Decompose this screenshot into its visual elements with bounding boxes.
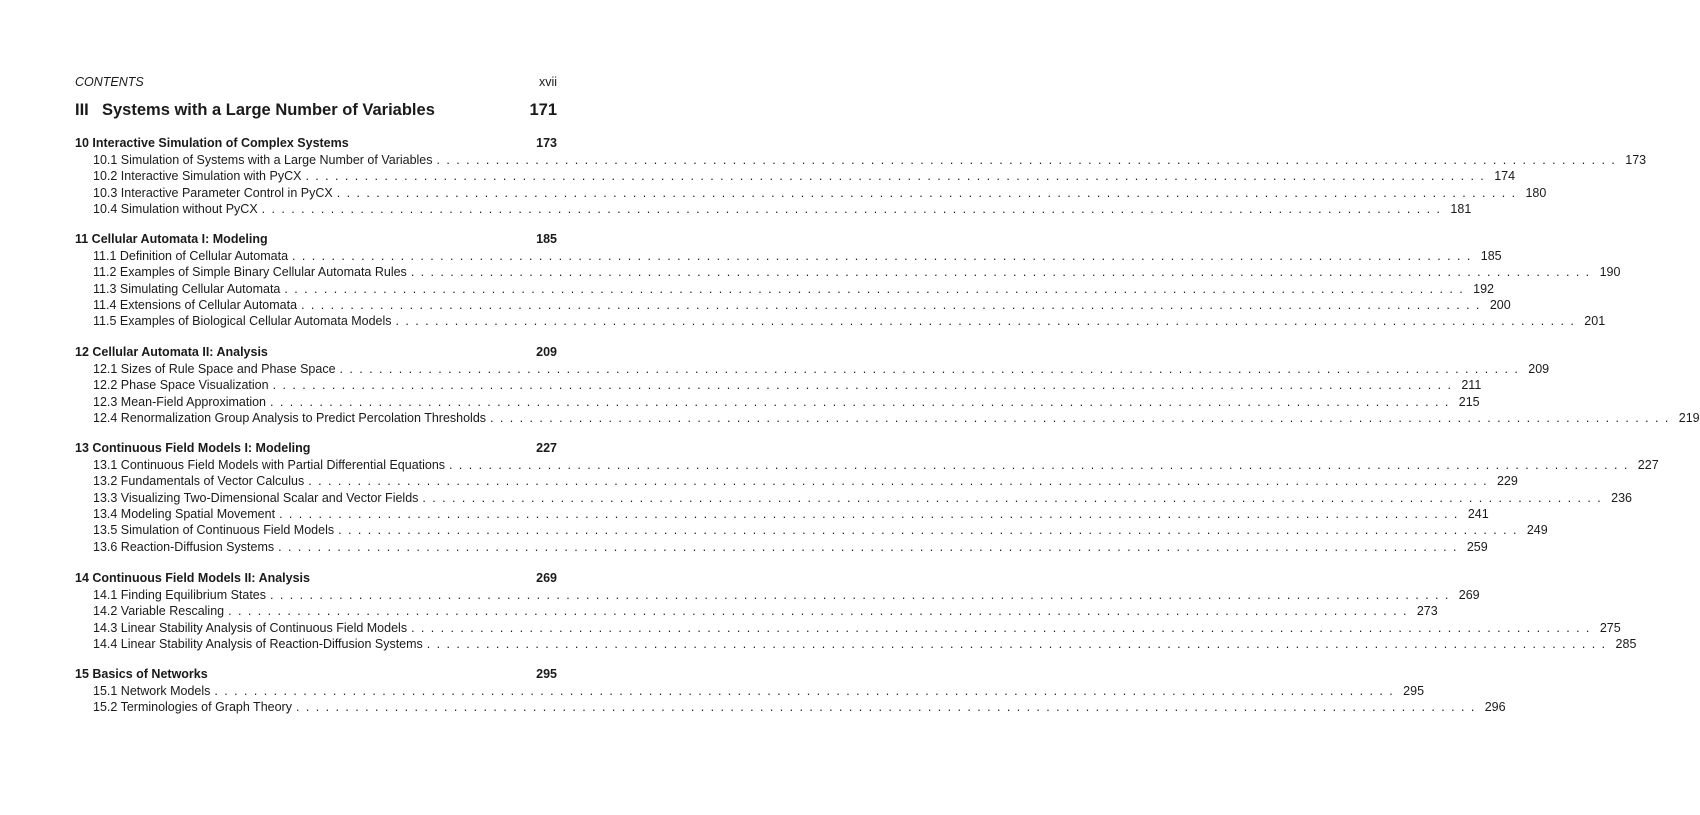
section-page: 273 xyxy=(1416,604,1438,619)
chapter-page: 185 xyxy=(536,232,557,246)
section-page: 275 xyxy=(1599,620,1621,635)
dot-leader: ........................................................................................................................ xyxy=(426,636,1612,651)
section-title: 10.3 Interactive Parameter Control in PyCX xyxy=(93,185,333,200)
section-title: 10.4 Simulation without PyCX xyxy=(93,201,258,216)
chapter-title: 12 Cellular Automata II: Analysis xyxy=(75,345,268,359)
dot-leader: ........................................................................................................................ xyxy=(339,362,1525,376)
running-head xyxy=(75,75,557,91)
section-entry[interactable] xyxy=(75,153,1647,169)
dot-leader: ........................................................................................................................ xyxy=(395,314,1581,329)
section-page: 200 xyxy=(1489,297,1511,312)
section-page: 190 xyxy=(1599,265,1621,280)
dot-leader: ........................................................................................................................ xyxy=(270,394,1455,409)
section-entry[interactable] xyxy=(75,700,1506,716)
section-entry[interactable] xyxy=(75,185,1547,202)
dot-leader: ........................................................................................................................ xyxy=(410,265,1596,280)
section-title: 10.2 Interactive Simulation with PyCX xyxy=(93,169,302,184)
section-page: 227 xyxy=(1637,458,1659,472)
section-entry[interactable] xyxy=(75,458,1659,474)
dot-leader: ........................................................................................................................ xyxy=(228,604,1413,619)
chapter-title: 13 Continuous Field Models I: Modeling xyxy=(75,441,311,455)
section-page: 185 xyxy=(1480,249,1502,263)
page-number: xvii xyxy=(538,75,557,89)
section-entry[interactable] xyxy=(75,588,1480,604)
dot-leader: ........................................................................................................................ xyxy=(308,474,1493,489)
section-entry[interactable] xyxy=(75,314,1606,330)
section-page: 241 xyxy=(1467,506,1489,521)
section-entry[interactable] xyxy=(75,620,1621,637)
chapter-title: 14 Continuous Field Models II: Analysis xyxy=(75,571,310,585)
section-title: 15.2 Terminologies of Graph Theory xyxy=(93,700,292,715)
part-title: Systems with a Large Number of Variables xyxy=(102,101,435,119)
section-title: 15.1 Network Models xyxy=(93,684,211,698)
section-title: 11.5 Examples of Biological Cellular Automata Models xyxy=(93,314,392,329)
dot-leader: ........................................................................................................................ xyxy=(278,539,1463,554)
section-page: 229 xyxy=(1496,474,1518,489)
section-entry[interactable] xyxy=(75,506,1489,523)
section-title: 11.3 Simulating Cellular Automata xyxy=(93,281,281,296)
part-number: III xyxy=(75,101,89,119)
dot-leader: ........................................................................................................................ xyxy=(490,410,1675,425)
section-page: 296 xyxy=(1484,700,1506,715)
section-title: 13.3 Visualizing Two-Dimensional Scalar and Vector Fields xyxy=(93,490,419,505)
chapter-title: 10 Interactive Simulation of Complex Systems xyxy=(75,136,349,150)
section-title: 12.1 Sizes of Rule Space and Phase Space xyxy=(93,362,336,376)
running-head-title: CONTENTS xyxy=(75,75,144,89)
section-title: 12.2 Phase Space Visualization xyxy=(93,378,269,393)
section-page: 236 xyxy=(1611,490,1633,505)
dot-leader: ........................................................................................................................ xyxy=(295,700,1481,715)
chapter-title: 15 Basics of Networks xyxy=(75,667,208,681)
section-title: 13.4 Modeling Spatial Movement xyxy=(93,506,276,521)
section-page: 211 xyxy=(1461,378,1482,393)
section-entry[interactable] xyxy=(75,169,1516,185)
section-entry[interactable] xyxy=(75,249,1502,265)
section-entry[interactable] xyxy=(75,523,1548,539)
chapter-heading[interactable] xyxy=(75,571,557,588)
section-entry[interactable] xyxy=(75,684,1425,700)
section-entry[interactable] xyxy=(75,394,1480,411)
section-page: 173 xyxy=(1625,153,1647,167)
section-entry[interactable] xyxy=(75,281,1494,298)
section-page: 285 xyxy=(1615,636,1637,651)
dot-leader: ........................................................................................................................ xyxy=(261,201,1447,216)
chapter-heading[interactable] xyxy=(75,232,557,249)
section-entry[interactable] xyxy=(75,378,1482,394)
section-entry[interactable] xyxy=(75,604,1438,620)
section-title: 13.1 Continuous Field Models with Partial Differential Equations xyxy=(93,458,446,472)
chapter-heading[interactable] xyxy=(75,345,557,362)
section-title: 12.4 Renormalization Group Analysis to Predict Percolation Thresholds xyxy=(93,410,487,425)
section-title: 14.4 Linear Stability Analysis of Reaction-Diffusion Systems xyxy=(93,636,423,651)
section-page: 209 xyxy=(1528,362,1550,376)
chapter-page: 227 xyxy=(536,441,557,455)
section-page: 201 xyxy=(1584,314,1606,329)
section-entry[interactable] xyxy=(75,490,1633,507)
dot-leader: ........................................................................................................................ xyxy=(270,588,1455,602)
section-title: 13.2 Fundamentals of Vector Calculus xyxy=(93,474,305,489)
section-page: 219 xyxy=(1678,410,1700,425)
section-page: 181 xyxy=(1450,201,1472,216)
section-title: 11.1 Definition of Cellular Automata xyxy=(93,249,289,263)
section-entry[interactable] xyxy=(75,201,1472,218)
section-entry[interactable] xyxy=(75,539,1488,556)
chapter-page: 269 xyxy=(536,571,557,585)
section-title: 13.5 Simulation of Continuous Field Models xyxy=(93,523,335,538)
chapter-title: 11 Cellular Automata I: Modeling xyxy=(75,232,268,246)
dot-leader: ........................................................................................................................ xyxy=(305,169,1491,184)
section-entry[interactable] xyxy=(75,362,1550,378)
dot-leader: ........................................................................................................................ xyxy=(292,249,1477,263)
dot-leader: ........................................................................................................................ xyxy=(422,490,1608,505)
dot-leader: ........................................................................................................................ xyxy=(284,281,1470,296)
section-page: 295 xyxy=(1403,684,1425,698)
dot-leader: ........................................................................................................................ xyxy=(272,378,1458,393)
section-title: 14.1 Finding Equilibrium States xyxy=(93,588,267,602)
section-page: 192 xyxy=(1473,281,1494,296)
section-entry[interactable] xyxy=(75,636,1637,653)
section-entry[interactable] xyxy=(75,297,1511,314)
dot-leader: ........................................................................................................................ xyxy=(411,620,1596,635)
chapter-heading[interactable] xyxy=(75,441,557,458)
dot-leader: ........................................................................................................................ xyxy=(336,185,1522,200)
chapter-page: 295 xyxy=(536,667,557,681)
part-heading xyxy=(75,101,557,123)
dot-leader: ........................................................................................................................ xyxy=(338,523,1523,538)
chapter-heading[interactable] xyxy=(75,667,557,684)
chapter-page: 209 xyxy=(536,345,557,359)
section-page: 249 xyxy=(1526,523,1548,538)
section-entry[interactable] xyxy=(75,265,1621,281)
section-title: 14.3 Linear Stability Analysis of Continuous Field Models xyxy=(93,620,408,635)
dot-leader: ........................................................................................................................ xyxy=(301,297,1486,312)
section-title: 14.2 Variable Rescaling xyxy=(93,604,225,619)
dot-leader: ........................................................................................................................ xyxy=(436,153,1622,167)
section-title: 13.6 Reaction-Diffusion Systems xyxy=(93,539,275,554)
chapter-page: 173 xyxy=(536,136,557,150)
section-page: 215 xyxy=(1458,394,1480,409)
section-entry[interactable] xyxy=(75,410,1700,427)
section-page: 269 xyxy=(1458,588,1480,602)
section-title: 11.2 Examples of Simple Binary Cellular Automata Rules xyxy=(93,265,407,280)
section-entry[interactable] xyxy=(75,474,1518,490)
section-title: 11.4 Extensions of Cellular Automata xyxy=(93,297,298,312)
dot-leader: ........................................................................................................................ xyxy=(449,458,1634,472)
section-title: 10.1 Simulation of Systems with a Large Number of Variables xyxy=(93,153,433,167)
section-page: 259 xyxy=(1466,539,1488,554)
section-title: 12.3 Mean-Field Approximation xyxy=(93,394,267,409)
part-page: 171 xyxy=(529,101,557,119)
dot-leader: ........................................................................................................................ xyxy=(279,506,1464,521)
section-page: 174 xyxy=(1494,169,1516,184)
section-page: 180 xyxy=(1525,185,1547,200)
dot-leader: ........................................................................................................................ xyxy=(214,684,1400,698)
chapter-heading[interactable] xyxy=(75,136,557,153)
